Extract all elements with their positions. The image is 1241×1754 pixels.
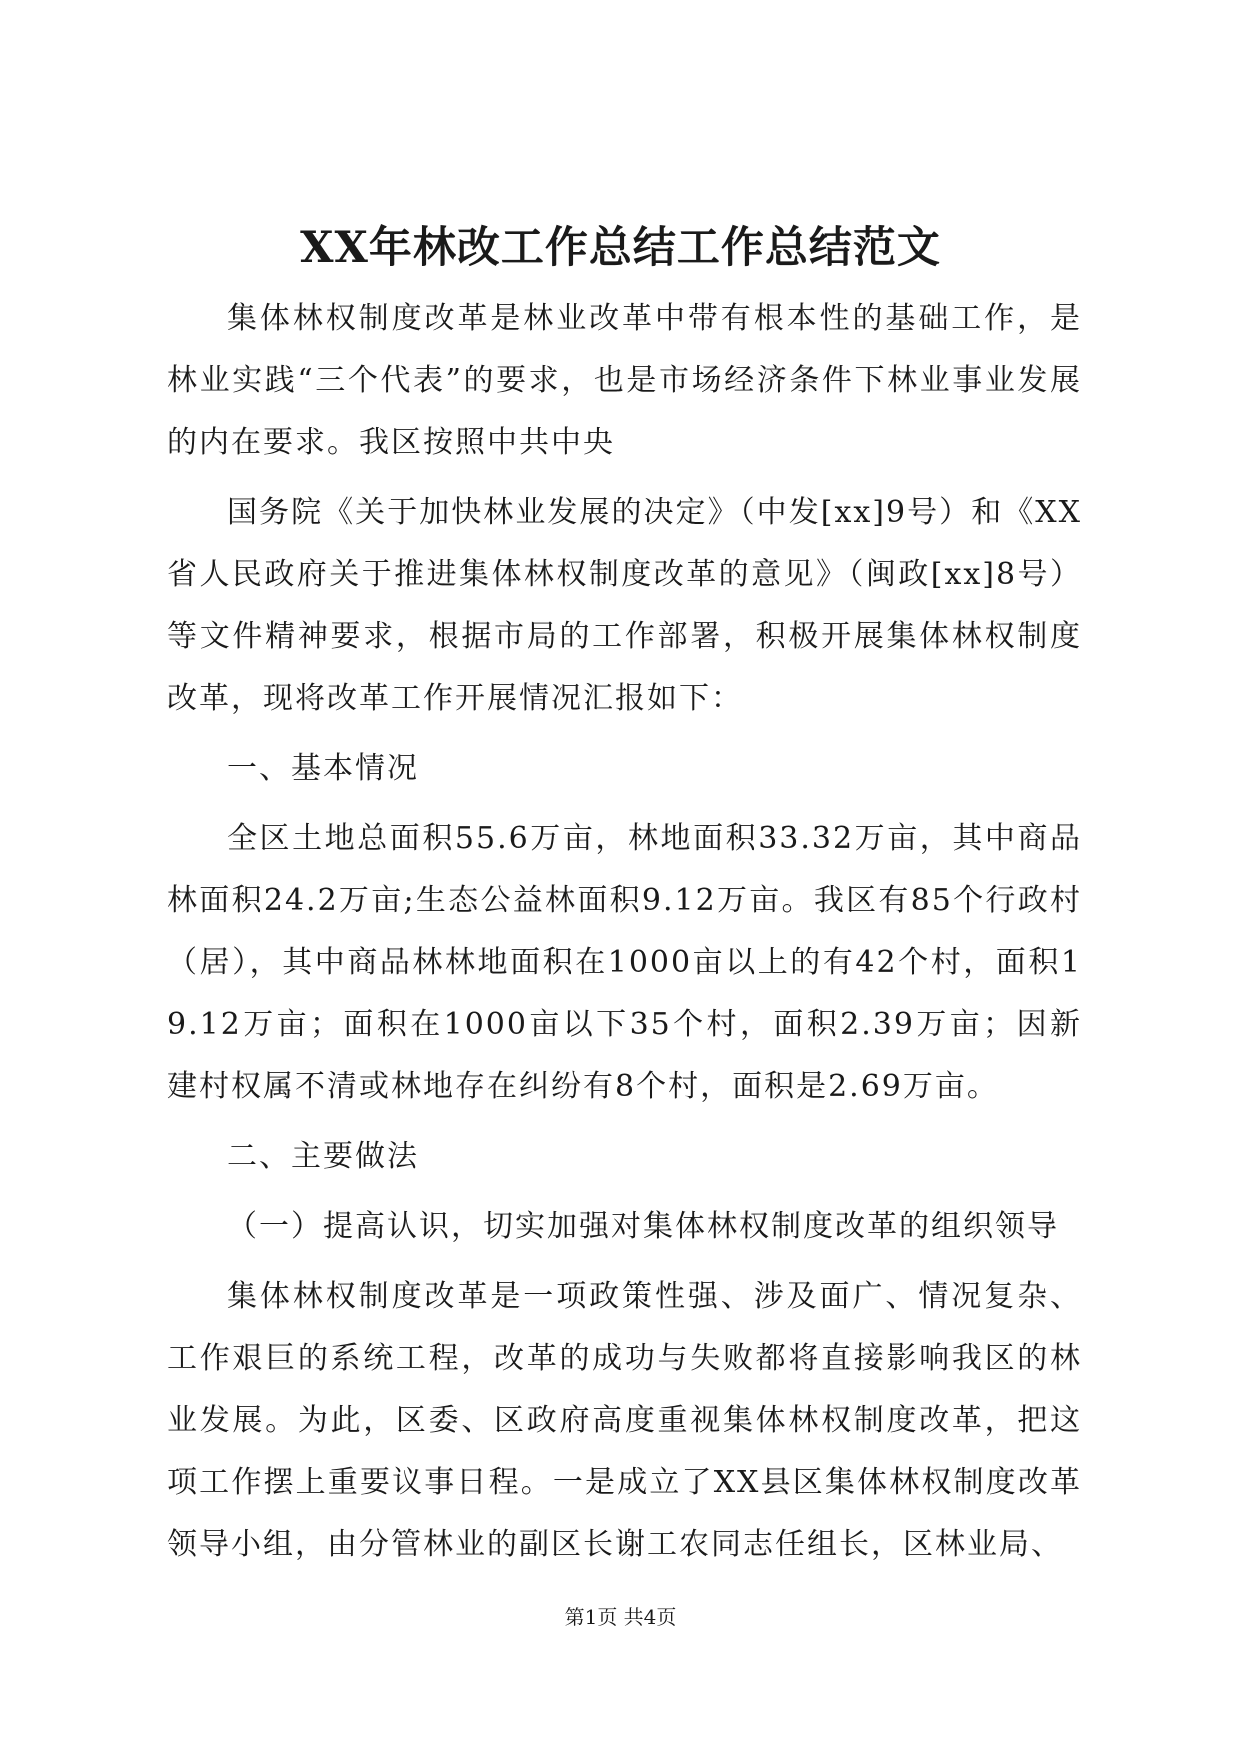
paragraph-leadership-detail: 集体林权制度改革是一项政策性强、涉及面广、情况复杂、工作艰巨的系统工程，改革的成功与失败都将直接影响我区的林业发展。为此，区委、区政府高度重视集体林权制度改革，把这项工作摆上重要议事日程。一是成立了XX县区集体林权制度改革领导小组，由分管林业的副区长谢工农同志任组长，区林业局、 (167, 1279, 1082, 1562)
subsection-heading-leadership: （一）提高认识，切实加强对集体林权制度改革的组织领导 (227, 1209, 1059, 1244)
page-footer: 第1页 共4页 (564, 1605, 677, 1629)
paragraph-intro: 集体林权制度改革是林业改革中带有根本性的基础工作，是林业实践“三个代表”的要求，也是市场经济条件下林业事业发展的内在要求。我区按照中共中央 (167, 301, 1082, 460)
paragraph-policy-basis: 国务院《关于加快林业发展的决定》（中发[xx]9号）和《XX省人民政府关于推进集体林权制度改革的意见》（闽政[xx]8号）等文件精神要求，根据市局的工作部署，积极开展集体林权制度改革，现将改革工作开展情况汇报如下： (167, 495, 1082, 716)
document-body (167, 288, 1082, 1584)
section-heading-basic-situation: 一、基本情况 (227, 751, 419, 786)
document-title: XX年林改工作总结工作总结范文 (300, 223, 941, 273)
section-heading-main-practices: 二、主要做法 (227, 1139, 419, 1174)
paragraph-land-statistics: 全区土地总面积55.6万亩，林地面积33.32万亩，其中商品林面积24.2万亩;生态公益林面积9.12万亩。我区有85个行政村（居），其中商品林林地面积在1000亩以上的有42个村，面积19.12万亩；面积在1000亩以下35个村，面积2.39万亩；因新建村权属不清或林地存在纠纷有8个村，面积是2.69万亩。 (167, 821, 1082, 1104)
